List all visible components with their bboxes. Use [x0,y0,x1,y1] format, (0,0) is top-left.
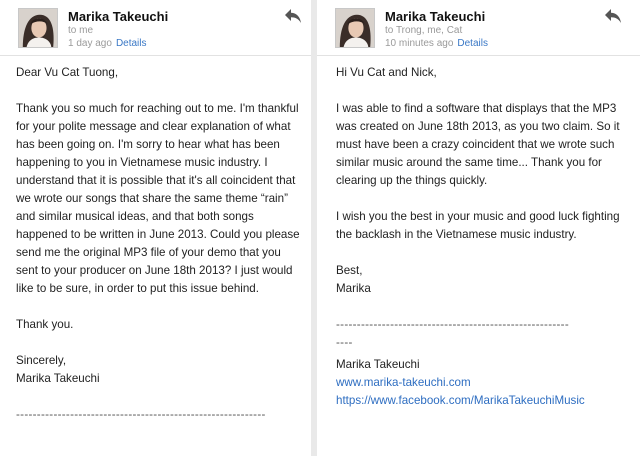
signature-name: Marika Takeuchi [336,358,420,371]
email-body [317,56,640,410]
signature-divider: -------------------------------------------------------- [336,318,570,331]
facebook-link[interactable]: https://www.facebook.com/MarikaTakeuchiMusic [336,394,585,407]
email-panel-left [0,0,311,456]
sender-avatar[interactable] [335,8,375,48]
recipients: to me [68,25,94,36]
closing: Best, [336,264,363,277]
greeting: Hi Vu Cat and Nick, [336,66,437,79]
website-link[interactable]: www.marika-takeuchi.com [336,376,471,389]
signature-divider: ------------------------------------------------------------ [16,408,266,421]
sender-avatar[interactable] [18,8,58,48]
paragraph: I wish you the best in your music and good luck fighting the backlash in the Vietnamese music industry. [336,210,620,241]
paragraph: Thank you so much for reaching out to me. I'm thankful for your polite message and clear explanation of what has been going on. I'm sorry to hear what has been happening to you in Vietnamese music industry. I understand that it is possible that it's all coincident that we wrote our songs that share the same theme “rain” and similar musical ideas, and that both songs happened to be written in June 2013. Could you please send me the original MP3 file of your demo that you sent to your producer on June 18th 2013? I just would like to be sure, in order to put this issue behind. [16,102,300,295]
reply-arrow-icon[interactable] [284,8,302,24]
closing-name: Marika [336,282,371,295]
timestamp: 1 day ago [68,38,112,49]
details-link[interactable]: Details [115,38,147,49]
email-body [0,56,311,424]
email-header [317,0,640,56]
signature: Marika Takeuchi [16,372,100,385]
time-row [385,38,488,49]
details-link[interactable]: Details [457,38,488,49]
reply-arrow-icon[interactable] [604,8,622,24]
closing: Sincerely, [16,354,67,367]
sender-name: Marika Takeuchi [385,9,486,24]
recipients: to Trong, me, Cat [385,25,463,36]
email-panel-right [317,0,640,456]
sender-name: Marika Takeuchi [68,9,169,24]
time-row [68,38,147,49]
email-header [0,0,311,56]
timestamp: 10 minutes ago [385,38,454,49]
paragraph: I was able to find a software that displays that the MP3 was created on June 18th 2013, as you two claim. So it must have been a crazy coincident that we wrote such similar music around the same time... Thank you for clearing up the things quickly. [336,102,620,187]
signature-divider-tail: ---- [336,336,353,349]
greeting: Dear Vu Cat Tuong, [16,66,119,79]
paragraph: Thank you. [16,318,74,331]
